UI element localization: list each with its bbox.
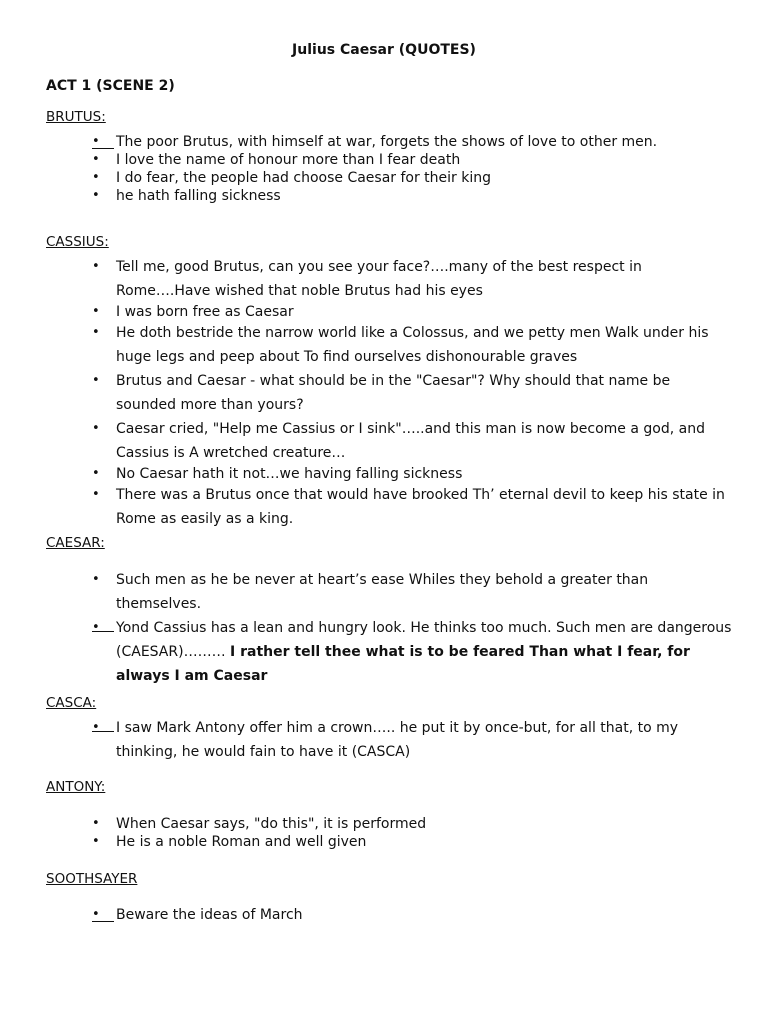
bullet-icon: •	[92, 188, 100, 203]
quote-text: He is a noble Roman and well given	[116, 834, 367, 850]
document-title: Julius Caesar (QUOTES)	[292, 42, 476, 58]
quote-text: he hath falling sickness	[116, 188, 281, 204]
list-item	[92, 303, 732, 321]
list-item	[92, 616, 732, 688]
quote-text: Beware the ideas of March	[116, 907, 303, 923]
bullet-icon: •	[92, 152, 100, 167]
casca-quote-list	[92, 716, 732, 764]
bullet-icon: •	[92, 259, 100, 274]
quote-text: Tell me, good Brutus, can you see your face?….many of the best respect in Rome….Have wished that noble Brutus had his eyes	[116, 259, 642, 299]
soothsayer-quote-list	[92, 906, 732, 924]
antony-quote-list	[92, 815, 732, 851]
list-item	[92, 833, 732, 851]
quote-text: Such men as he be never at heart’s ease Whiles they behold a greater than themselves.	[116, 572, 649, 612]
quote-text: Caesar cried, "Help me Cassius or I sink"…..and this man is now become a god, and Cassius is A wretched creature…	[116, 421, 705, 461]
caesar-quote-list	[92, 568, 732, 688]
quote-text: When Caesar says, "do this", it is performed	[116, 816, 427, 832]
quote-text: I do fear, the people had choose Caesar for their king	[116, 170, 492, 186]
bullet-icon: •	[92, 170, 100, 185]
brutus-quote-list	[92, 133, 732, 205]
speaker-antony: ANTONY:	[46, 779, 106, 795]
bullet-icon: •	[92, 834, 100, 849]
list-item	[92, 369, 732, 417]
quote-text: I saw Mark Antony offer him a crown….. he put it by once-but, for all that, to my thinking, he would fain to have it (CASCA)	[116, 720, 679, 760]
bullet-icon: •	[92, 373, 100, 388]
bullet-icon: •	[92, 133, 114, 149]
list-item	[92, 465, 732, 483]
list-item	[92, 133, 732, 151]
cassius-quote-list	[92, 255, 732, 531]
bullet-icon: •	[92, 325, 100, 340]
bullet-icon: •	[92, 716, 114, 732]
bullet-icon: •	[92, 487, 100, 502]
speaker-casca: CASCA:	[46, 695, 97, 711]
bullet-icon: •	[92, 421, 100, 436]
speaker-soothsayer: SOOTHSAYER	[46, 871, 138, 887]
list-item	[92, 255, 732, 303]
list-item	[92, 151, 732, 169]
speaker-caesar: CAESAR:	[46, 535, 105, 551]
act-heading: ACT 1 (SCENE 2)	[46, 78, 175, 94]
bold-quote-text: I rather tell thee what is to be feared Than what I fear, for always I am Caesar	[116, 644, 690, 684]
quote-text: Brutus and Caesar - what should be in the "Caesar"? Why should that name be sounded more than yours?	[116, 373, 671, 413]
list-item	[92, 906, 732, 924]
list-item	[92, 321, 732, 369]
bullet-icon: •	[92, 816, 100, 831]
bullet-icon: •	[92, 304, 100, 319]
list-item	[92, 417, 732, 465]
quote-text: I love the name of honour more than I fear death	[116, 152, 461, 168]
bullet-icon: •	[92, 572, 100, 587]
quote-text: The poor Brutus, with himself at war, forgets the shows of love to other men.	[116, 134, 658, 150]
bullet-icon: •	[92, 616, 114, 632]
list-item	[92, 483, 732, 531]
list-item	[92, 815, 732, 833]
list-item	[92, 187, 732, 205]
speaker-brutus: BRUTUS:	[46, 109, 106, 125]
quote-text: No Caesar hath it not…we having falling sickness	[116, 466, 463, 482]
quote-text: I was born free as Caesar	[116, 304, 294, 320]
list-item	[92, 716, 732, 764]
quote-text: He doth bestride the narrow world like a Colossus, and we petty men Walk under his huge legs and peep about To find ourselves dishonourable graves	[116, 325, 709, 365]
list-item	[92, 568, 732, 616]
bullet-icon: •	[92, 906, 114, 922]
quote-text: There was a Brutus once that would have brooked Th’ eternal devil to keep his state in Rome as easily as a king.	[116, 487, 725, 527]
speaker-cassius: CASSIUS:	[46, 234, 109, 250]
quote-text: Yond Cassius has a lean and hungry look. He thinks too much. Such men are dangerous (CAESAR)………	[116, 620, 732, 660]
list-item	[92, 169, 732, 187]
bullet-icon: •	[92, 466, 100, 481]
